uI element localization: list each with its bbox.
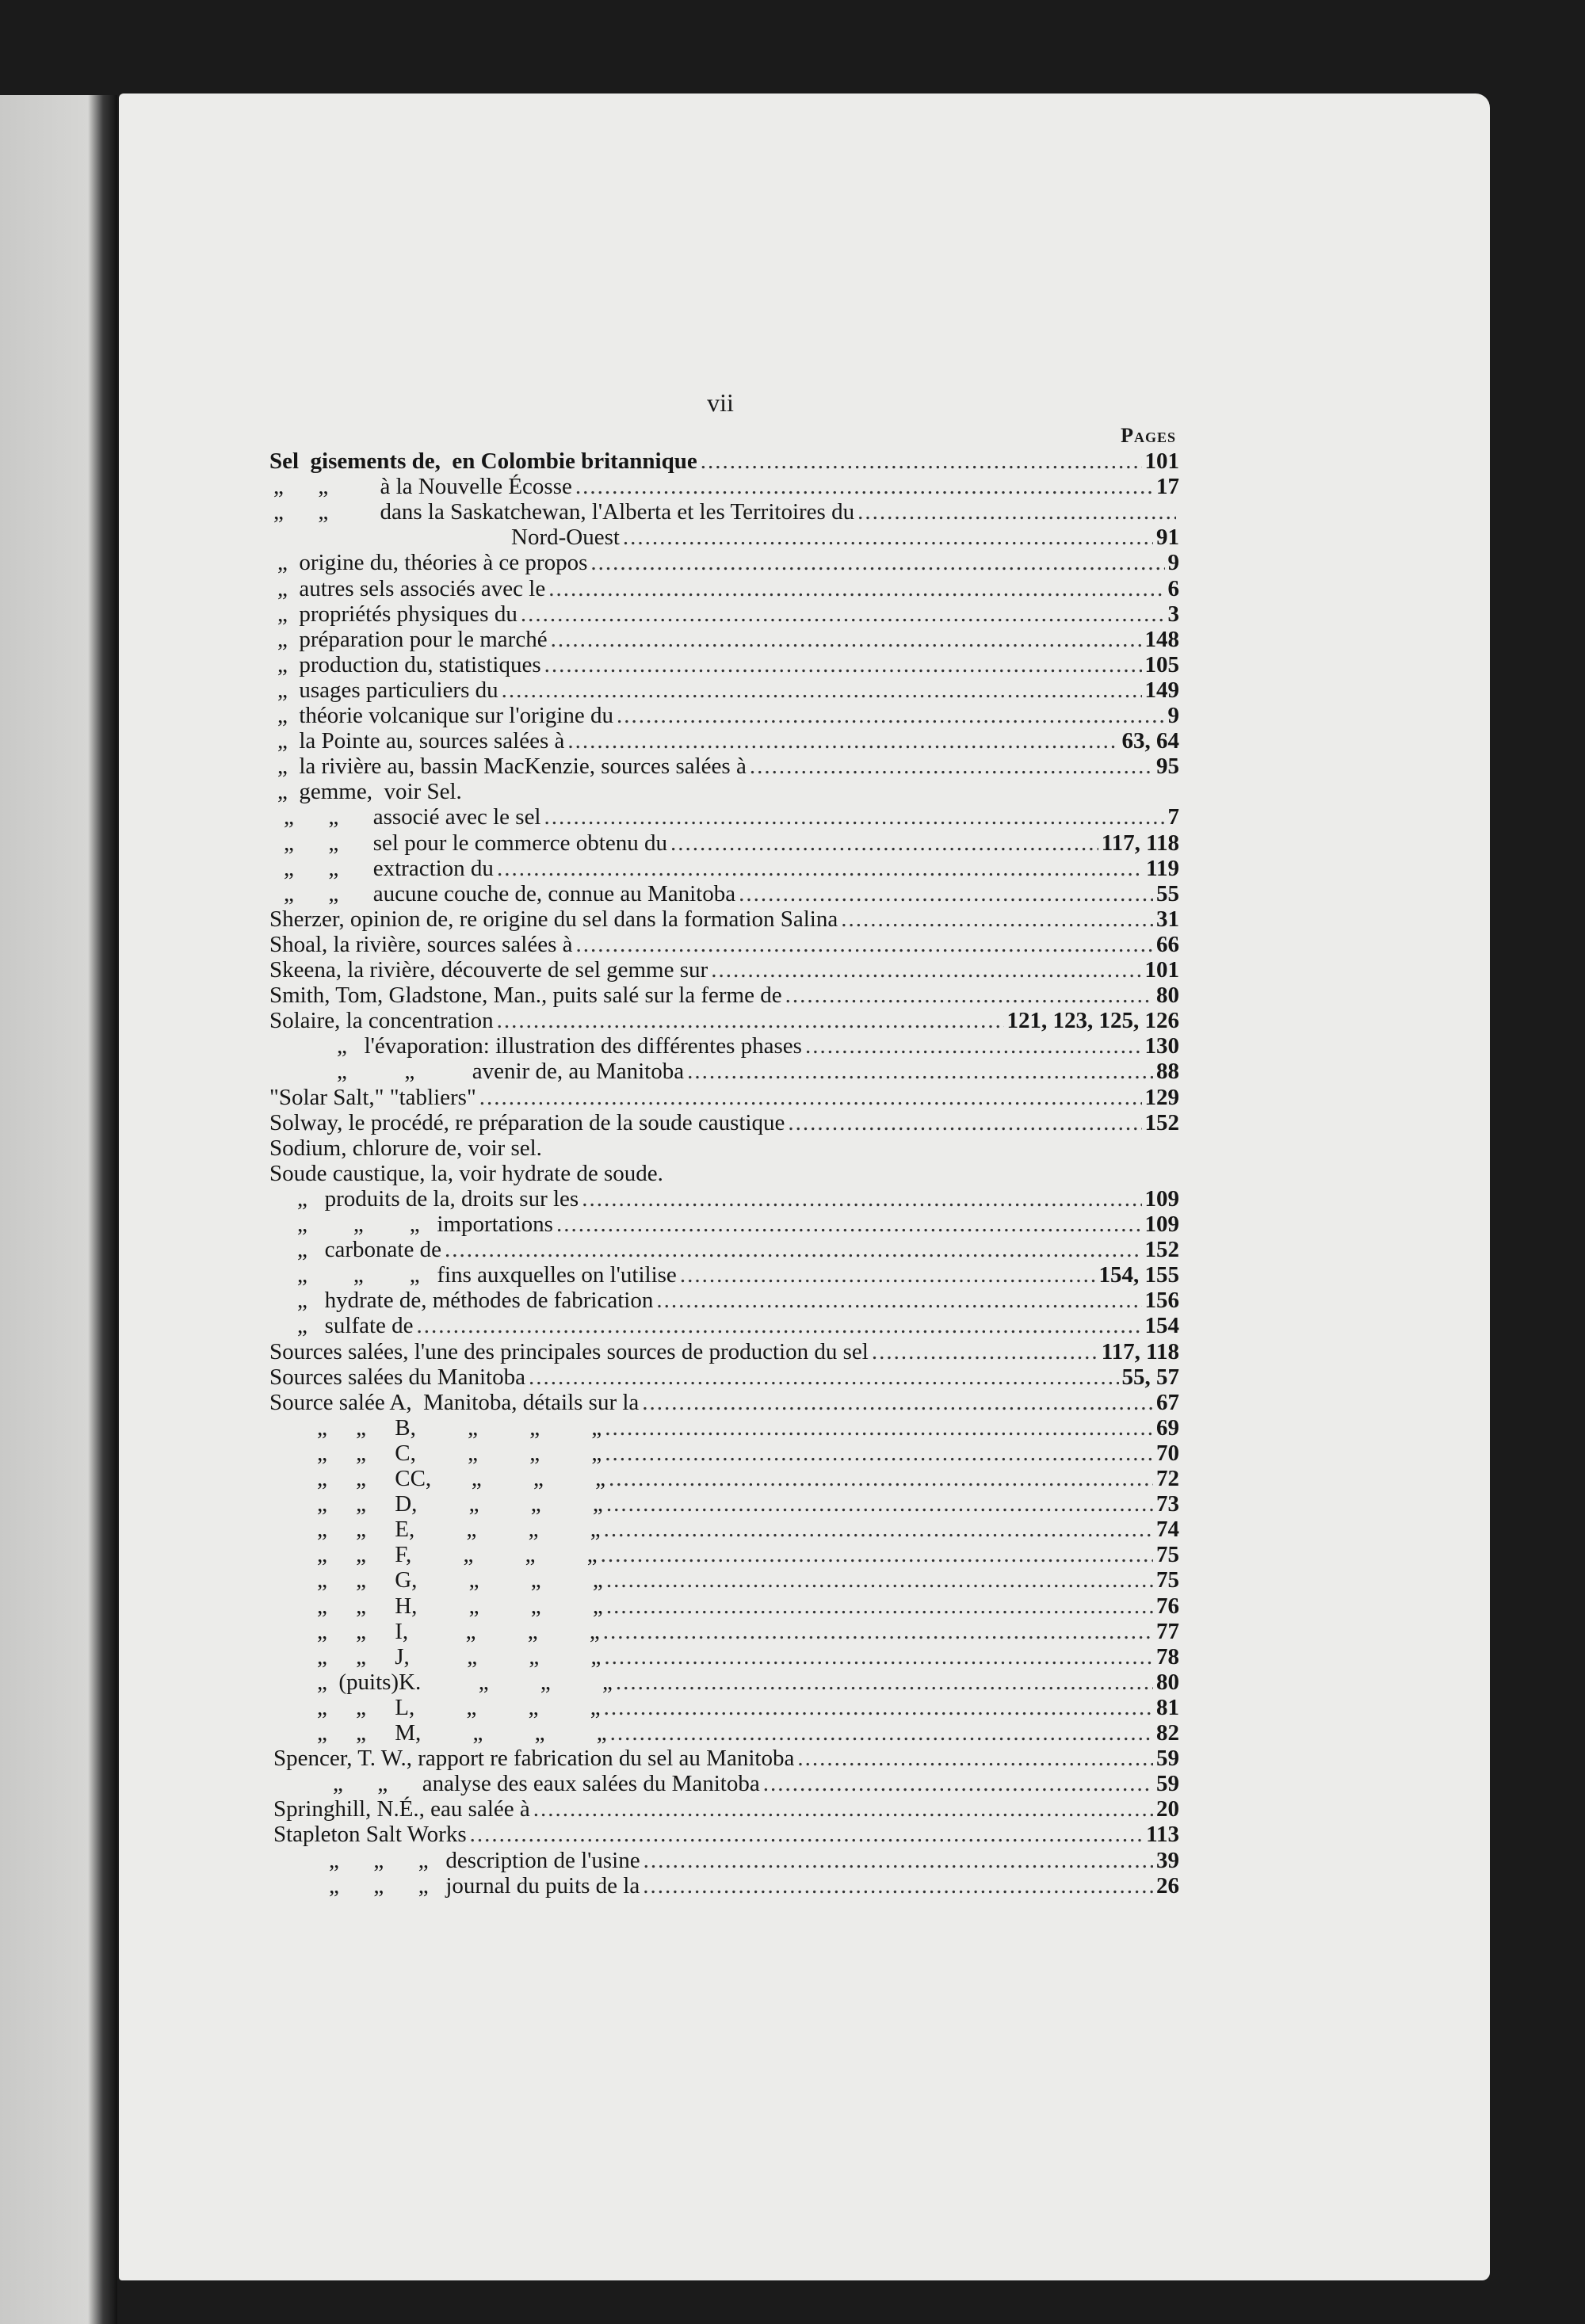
index-entry xyxy=(317,1593,1179,1619)
leader-dots xyxy=(529,1364,1119,1390)
leader-dots xyxy=(841,906,1153,932)
leader-dots xyxy=(687,1059,1153,1084)
entry-pages: 121, 123, 125, 126 xyxy=(1006,1008,1179,1034)
index-entry xyxy=(297,1186,1179,1212)
index-entry xyxy=(269,957,1179,983)
entry-pages: 82 xyxy=(1156,1720,1179,1746)
entry-pages: 91 xyxy=(1156,525,1179,551)
entry-text: „ „ extraction du xyxy=(284,855,494,881)
leader-dots xyxy=(605,1441,1153,1466)
entry-text: Sherzer, opinion de, re origine du sel dans la formation Salina xyxy=(269,906,838,932)
index-entry xyxy=(284,881,1179,906)
entry-text: „ „ „ fins auxquelles on l'utilise xyxy=(297,1262,677,1288)
leader-dots xyxy=(590,550,1164,575)
leader-dots xyxy=(711,957,1141,983)
entry-pages: 59 xyxy=(1156,1746,1179,1772)
entry-pages: 67 xyxy=(1156,1389,1179,1415)
index-entry xyxy=(284,856,1179,881)
leader-dots xyxy=(606,1567,1153,1593)
leader-dots xyxy=(417,1313,1142,1338)
leader-dots xyxy=(606,1593,1153,1619)
entry-text: „ autres sels associés avec le xyxy=(277,575,546,601)
entry-text: „ „ C, „ „ „ xyxy=(317,1440,602,1466)
leader-dots xyxy=(479,1085,1142,1110)
index-entry xyxy=(277,627,1179,652)
leader-dots xyxy=(601,1542,1153,1567)
entry-text: „ production du, statistiques xyxy=(277,651,541,677)
leader-dots xyxy=(797,1746,1153,1771)
index-entry xyxy=(317,1517,1179,1542)
entry-text: „ produits de la, droits sur les xyxy=(297,1185,579,1212)
leader-dots xyxy=(497,856,1143,881)
entry-pages: 7 xyxy=(1167,804,1179,830)
entry-text: Solaire, la concentration xyxy=(269,1008,494,1034)
page-number: vii xyxy=(707,388,734,417)
index-entry xyxy=(269,983,1179,1008)
entry-pages: 95 xyxy=(1156,754,1179,780)
entry-text: Skeena, la rivière, découverte de sel gemme sur xyxy=(269,957,708,983)
entry-pages: 113 xyxy=(1146,1822,1179,1848)
entry-text: „ „ avenir de, au Manitoba xyxy=(337,1059,685,1085)
entry-pages: 17 xyxy=(1156,474,1179,500)
leader-dots xyxy=(604,1644,1153,1670)
leader-dots xyxy=(609,1466,1153,1491)
index-entry xyxy=(269,1339,1179,1364)
index-entry xyxy=(277,677,1179,703)
entry-text: „ la rivière au, bassin MacKenzie, sources salées à xyxy=(277,754,747,780)
entry-text: „ „ analyse des eaux salées du Manitoba xyxy=(333,1771,760,1797)
leader-dots xyxy=(763,1771,1153,1796)
index-entry xyxy=(269,932,1179,957)
leader-dots xyxy=(670,830,1098,856)
entry-pages: 80 xyxy=(1156,1669,1179,1695)
entry-pages: 3 xyxy=(1167,601,1179,627)
leader-dots xyxy=(604,1517,1153,1542)
entry-text: „ „ „ journal du puits de la xyxy=(329,1872,640,1899)
index-entry xyxy=(269,1390,1179,1415)
entry-pages: 109 xyxy=(1144,1185,1179,1212)
leader-dots xyxy=(445,1237,1142,1262)
leader-dots xyxy=(548,576,1164,601)
index-entry xyxy=(277,601,1179,627)
leader-dots xyxy=(805,1033,1142,1059)
entry-text: „ propriétés physiques du xyxy=(277,601,518,627)
entry-pages: 81 xyxy=(1156,1694,1179,1720)
entry-pages: 152 xyxy=(1144,1237,1179,1263)
entry-pages: 149 xyxy=(1144,677,1179,703)
entry-pages: 154 xyxy=(1144,1313,1179,1339)
entry-pages: 148 xyxy=(1144,626,1179,652)
entry-text: „ „ associé avec le sel xyxy=(284,804,541,830)
entry-text: „ „ M, „ „ „ xyxy=(317,1720,607,1746)
entry-text: „ „ F, „ „ „ xyxy=(317,1542,598,1568)
leader-dots xyxy=(872,1339,1098,1364)
entry-text: „ carbonate de xyxy=(297,1237,441,1263)
index-entry xyxy=(269,1135,1179,1161)
index-entry xyxy=(329,1848,1179,1873)
leader-dots xyxy=(701,448,1142,474)
index-entry xyxy=(269,448,1179,474)
index-entry xyxy=(297,1212,1179,1237)
entry-text: Stapleton Salt Works xyxy=(273,1822,467,1848)
entry-pages: 117, 118 xyxy=(1101,1338,1179,1364)
leader-dots xyxy=(582,1186,1141,1212)
leader-dots xyxy=(617,703,1165,728)
entry-pages: 72 xyxy=(1156,1466,1179,1491)
leader-dots xyxy=(750,754,1153,779)
leader-dots xyxy=(788,1110,1141,1135)
leader-dots xyxy=(551,627,1142,652)
entry-pages: 9 xyxy=(1167,550,1179,576)
index-entry xyxy=(277,550,1179,575)
entry-text: „ „ sel pour le commerce obtenu du xyxy=(284,830,667,856)
entry-pages: 39 xyxy=(1156,1847,1179,1873)
leader-dots xyxy=(610,1720,1153,1746)
leader-dots xyxy=(544,652,1142,677)
leader-dots xyxy=(556,1212,1142,1237)
entry-text: „ „ J, „ „ „ xyxy=(317,1643,602,1670)
entry-pages: 73 xyxy=(1156,1491,1179,1517)
index-entry xyxy=(273,1746,1179,1771)
index-entry xyxy=(297,1237,1179,1262)
entry-pages: 63, 64 xyxy=(1121,728,1179,754)
entry-text: Springhill, N.É., eau salée à xyxy=(273,1796,530,1822)
index-entry xyxy=(277,728,1179,754)
entry-text: Nord-Ouest xyxy=(511,525,620,551)
entry-pages: 75 xyxy=(1156,1542,1179,1568)
leader-dots xyxy=(785,983,1153,1008)
leader-dots xyxy=(644,1848,1153,1873)
index-entry xyxy=(317,1491,1179,1517)
entry-text: Soude caustique, la, voir hydrate de soude. xyxy=(269,1160,663,1186)
entry-pages: 101 xyxy=(1144,448,1179,474)
entry-pages: 129 xyxy=(1144,1084,1179,1110)
entry-text: „ „ „ description de l'usine xyxy=(329,1847,640,1873)
entry-text: „ hydrate de, méthodes de fabrication xyxy=(297,1288,654,1314)
leader-dots xyxy=(497,1008,1004,1033)
index-entry xyxy=(511,525,1179,550)
leader-dots xyxy=(680,1262,1096,1288)
entry-text: „ sulfate de xyxy=(297,1313,414,1339)
leader-dots xyxy=(623,525,1153,550)
index-entry xyxy=(317,1695,1179,1720)
entry-pages: 77 xyxy=(1156,1618,1179,1644)
index-entry xyxy=(277,703,1179,728)
index-entry xyxy=(277,754,1179,779)
index-entry xyxy=(269,1008,1179,1033)
entry-text: „ „ à la Nouvelle Écosse xyxy=(273,474,572,500)
entry-pages: 119 xyxy=(1146,855,1179,881)
entry-text: Smith, Tom, Gladstone, Man., puits salé sur la ferme de xyxy=(269,983,782,1009)
leader-dots xyxy=(533,1796,1153,1822)
index-entry xyxy=(273,474,1179,499)
index-entry xyxy=(317,1720,1179,1746)
index-entry xyxy=(273,1822,1179,1847)
index-entry xyxy=(277,652,1179,677)
index-entry xyxy=(337,1033,1179,1059)
entry-pages: 55, 57 xyxy=(1121,1364,1179,1390)
entry-pages: 80 xyxy=(1156,983,1179,1009)
entry-text: „ „ I, „ „ „ xyxy=(317,1618,600,1644)
index-entry xyxy=(317,1415,1179,1441)
leader-dots xyxy=(739,881,1153,906)
index-entry xyxy=(269,1110,1179,1135)
entry-text: „ la Pointe au, sources salées à xyxy=(277,728,565,754)
index-entry xyxy=(297,1288,1179,1313)
leader-dots xyxy=(604,1695,1153,1720)
entry-text: „ gemme, voir Sel. xyxy=(277,779,462,805)
entry-text: Spencer, T. W., rapport re fabrication du sel au Manitoba xyxy=(273,1746,795,1772)
leader-dots xyxy=(567,728,1118,754)
index-entry xyxy=(317,1441,1179,1466)
index-entry xyxy=(317,1670,1179,1695)
leader-dots xyxy=(470,1822,1143,1847)
entry-pages: 101 xyxy=(1144,957,1179,983)
leader-dots xyxy=(606,1491,1153,1517)
index-entry xyxy=(269,1364,1179,1390)
index-entry xyxy=(317,1644,1179,1670)
index-entry xyxy=(317,1619,1179,1644)
entry-text: Solway, le procédé, re préparation de la soude caustique xyxy=(269,1109,785,1135)
entry-text: „ „ „ importations xyxy=(297,1212,553,1237)
index-entry xyxy=(317,1567,1179,1593)
entry-text: "Solar Salt," "tabliers" xyxy=(269,1084,476,1110)
index-entry xyxy=(273,499,1179,525)
entry-pages: 130 xyxy=(1144,1033,1179,1059)
index-entry xyxy=(269,1085,1179,1110)
leader-dots xyxy=(857,499,1176,525)
entry-text: „ „ aucune couche de, connue au Manitoba xyxy=(284,880,736,906)
entry-pages: 117, 118 xyxy=(1101,830,1179,856)
entry-text: Sodium, chlorure de, voir sel. xyxy=(269,1135,542,1161)
entry-pages: 26 xyxy=(1156,1872,1179,1899)
entry-text: „ „ H, „ „ „ xyxy=(317,1593,603,1619)
entry-pages: 78 xyxy=(1156,1643,1179,1670)
index-entry xyxy=(317,1542,1179,1567)
index-entry xyxy=(284,804,1179,830)
entry-text: Sources salées du Manitoba xyxy=(269,1364,525,1390)
entry-pages: 76 xyxy=(1156,1593,1179,1619)
leader-dots xyxy=(576,932,1154,957)
entry-text: „ „ G, „ „ „ xyxy=(317,1567,603,1593)
entry-text: „ préparation pour le marché xyxy=(277,626,548,652)
adjacent-page-edge xyxy=(0,95,117,2324)
index-entry xyxy=(269,1161,1179,1186)
entry-pages: 55 xyxy=(1156,880,1179,906)
entry-text: „ „ E, „ „ „ xyxy=(317,1517,601,1543)
entry-text: Shoal, la rivière, sources salées à xyxy=(269,931,573,957)
index-entry xyxy=(329,1873,1179,1899)
entry-pages: 9 xyxy=(1167,703,1179,728)
index-entry xyxy=(269,906,1179,932)
entry-text: „ „ dans la Saskatchewan, l'Alberta et les Territoires du xyxy=(273,499,855,525)
leader-dots xyxy=(605,1415,1153,1441)
entry-pages: 105 xyxy=(1144,651,1179,677)
entry-text: Source salée A, Manitoba, détails sur la xyxy=(269,1389,640,1415)
entry-text: „ „ L, „ „ „ xyxy=(317,1694,601,1720)
entry-text: „ „ CC, „ „ „ xyxy=(317,1466,606,1491)
leader-dots xyxy=(656,1288,1141,1313)
entry-pages: 156 xyxy=(1144,1288,1179,1314)
index-entry xyxy=(284,830,1179,856)
index-entry xyxy=(317,1466,1179,1491)
entry-pages: 88 xyxy=(1156,1059,1179,1085)
entry-pages: 109 xyxy=(1144,1212,1179,1237)
leader-dots xyxy=(643,1873,1153,1899)
entry-text: Sel gisements de, en Colombie britannique xyxy=(269,448,697,474)
entry-pages: 59 xyxy=(1156,1771,1179,1797)
entry-pages: 74 xyxy=(1156,1517,1179,1543)
entry-pages: 31 xyxy=(1156,906,1179,932)
entry-pages: 70 xyxy=(1156,1440,1179,1466)
leader-dots xyxy=(502,677,1142,703)
index-entry xyxy=(273,1796,1179,1822)
entry-pages: 152 xyxy=(1144,1109,1179,1135)
entry-text: „ origine du, théories à ce propos xyxy=(277,550,588,576)
entry-pages: 69 xyxy=(1156,1414,1179,1441)
entry-text: „ l'évaporation: illustration des différentes phases xyxy=(337,1033,802,1059)
leader-dots xyxy=(616,1670,1153,1695)
index-entry xyxy=(337,1059,1179,1084)
entry-text: Sources salées, l'une des principales sources de production du sel xyxy=(269,1338,869,1364)
entry-text: „ théorie volcanique sur l'origine du xyxy=(277,703,613,728)
leader-dots xyxy=(642,1390,1153,1415)
entry-pages: 20 xyxy=(1156,1796,1179,1822)
entry-pages: 75 xyxy=(1156,1567,1179,1593)
leader-dots xyxy=(544,804,1165,830)
index-entry xyxy=(333,1771,1179,1796)
entry-pages: 6 xyxy=(1167,575,1179,601)
entry-pages: 154, 155 xyxy=(1098,1262,1179,1288)
index-entry xyxy=(277,576,1179,601)
index-entry xyxy=(297,1313,1179,1338)
entry-text: „ „ B, „ „ „ xyxy=(317,1414,602,1441)
entry-text: „ usages particuliers du xyxy=(277,677,498,703)
leader-dots xyxy=(521,601,1165,627)
entry-text: „ „ D, „ „ „ xyxy=(317,1491,603,1517)
entry-pages: 66 xyxy=(1156,931,1179,957)
index-entry xyxy=(297,1262,1179,1288)
pages-column-header: Pages xyxy=(1121,424,1176,447)
entry-text: „ (puits)K. „ „ „ xyxy=(317,1669,613,1695)
leader-dots xyxy=(603,1619,1153,1644)
index-entry xyxy=(277,779,1179,804)
leader-dots xyxy=(575,474,1153,499)
